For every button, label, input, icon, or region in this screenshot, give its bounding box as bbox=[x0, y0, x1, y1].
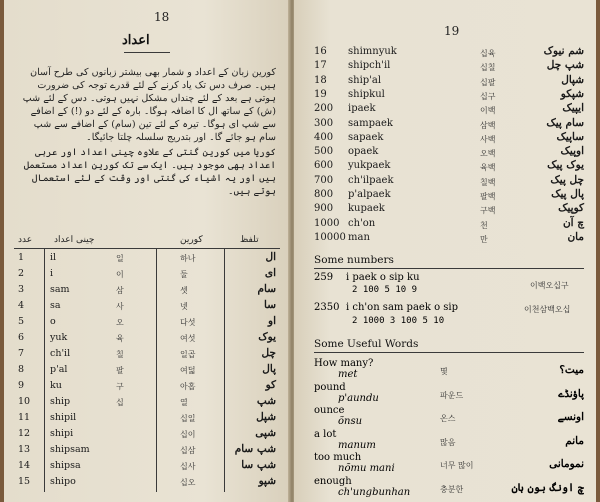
row-korean: 오백 bbox=[480, 149, 496, 159]
number-row bbox=[294, 60, 596, 75]
word-romanization: met bbox=[338, 369, 358, 380]
row-romanization: sapaek bbox=[348, 131, 384, 143]
row-number: 1 bbox=[18, 252, 25, 263]
row-romanization: o bbox=[50, 316, 56, 327]
left-page-heading: اعداد bbox=[122, 33, 150, 48]
row-chinese-korean: 십 bbox=[116, 398, 124, 407]
word-english: too much bbox=[314, 452, 362, 463]
row-chinese-korean: 팔 bbox=[116, 366, 124, 375]
word-romanization: õnsu bbox=[338, 416, 363, 427]
row-romanization: opaek bbox=[348, 146, 379, 158]
row-urdu: کوپیک bbox=[558, 202, 584, 215]
row-romanization: sam bbox=[50, 284, 70, 295]
right-page-number: 19 bbox=[444, 24, 460, 38]
row-romanization: yuk bbox=[50, 332, 68, 343]
row-romanization: ipaek bbox=[348, 103, 376, 115]
row-chinese-korean: 삼 bbox=[116, 286, 124, 295]
row-native-korean: 십사 bbox=[180, 462, 196, 471]
col-header-korean: کورین bbox=[180, 235, 203, 245]
row-number: 4 bbox=[18, 300, 25, 311]
row-urdu: پال پیک bbox=[551, 188, 584, 200]
word-english: How many? bbox=[314, 358, 374, 369]
number-row bbox=[294, 89, 596, 104]
row-number: 11 bbox=[18, 412, 31, 423]
example-number: 2350 bbox=[314, 302, 340, 313]
row-urdu: او bbox=[268, 315, 276, 327]
row-number: 13 bbox=[18, 444, 31, 455]
row-romanization: ch'il bbox=[50, 348, 71, 359]
word-entry bbox=[294, 476, 596, 500]
row-number: 500 bbox=[314, 146, 334, 158]
row-number: 10 bbox=[18, 396, 31, 407]
row-number: 17 bbox=[314, 60, 327, 72]
number-row bbox=[294, 218, 596, 233]
word-urdu: میت؟ bbox=[559, 364, 584, 376]
row-number: 16 bbox=[314, 46, 327, 57]
row-romanization: ch'ilpaek bbox=[348, 174, 394, 186]
row-urdu: سام bbox=[257, 283, 276, 295]
table-row bbox=[4, 476, 290, 494]
row-korean: 천 bbox=[480, 220, 488, 230]
row-romanization: kupaek bbox=[348, 203, 385, 215]
row-urdu: شپ سام bbox=[234, 443, 276, 455]
row-urdu: شپ سا bbox=[241, 459, 276, 471]
row-native-korean: 둘 bbox=[180, 270, 188, 279]
row-number: 10000 bbox=[314, 231, 346, 243]
row-urdu: ای bbox=[264, 267, 276, 279]
row-romanization: ship bbox=[50, 396, 71, 407]
useful-words-title: Some Useful Words bbox=[314, 338, 419, 350]
row-korean: 십팔 bbox=[480, 77, 496, 87]
row-korean: 만 bbox=[480, 234, 488, 244]
row-korean: 구백 bbox=[480, 206, 496, 216]
number-row bbox=[294, 118, 596, 133]
row-urdu: چ آن bbox=[562, 216, 584, 229]
word-korean: 온스 bbox=[440, 414, 456, 423]
row-chinese-korean: 일 bbox=[116, 254, 124, 263]
row-number: 19 bbox=[314, 88, 327, 100]
heading-underline bbox=[124, 52, 170, 53]
number-row bbox=[294, 203, 596, 218]
col-header-number: عدد bbox=[18, 235, 33, 245]
row-chinese-korean: 사 bbox=[116, 302, 124, 311]
example-romanization: i paek o sip ku bbox=[346, 272, 420, 283]
col-header-pronunciation: تلفظ bbox=[240, 235, 259, 245]
row-urdu: ال bbox=[265, 251, 276, 263]
row-native-korean: 십이 bbox=[180, 430, 196, 439]
table-top-rule bbox=[14, 248, 280, 249]
row-romanization: ch'on bbox=[348, 217, 376, 229]
row-korean: 사백 bbox=[480, 134, 496, 144]
some-numbers-title: Some numbers bbox=[314, 254, 394, 266]
right-page bbox=[294, 0, 596, 502]
row-chinese-korean: 이 bbox=[116, 270, 124, 279]
row-romanization: shipi bbox=[50, 428, 74, 439]
row-romanization: yukpaek bbox=[348, 160, 391, 172]
row-korean: 십육 bbox=[480, 49, 496, 58]
left-page-number: 18 bbox=[154, 10, 170, 24]
row-number: 18 bbox=[314, 74, 327, 86]
row-korean: 팔백 bbox=[480, 192, 496, 201]
row-urdu: یوک پیک bbox=[547, 159, 584, 172]
row-romanization: i bbox=[50, 268, 54, 279]
row-urdu: شپال bbox=[561, 73, 584, 86]
row-romanization: shipkul bbox=[348, 88, 385, 100]
row-native-korean: 여섯 bbox=[180, 334, 196, 343]
row-romanization: il bbox=[50, 252, 57, 263]
word-english: pound bbox=[314, 381, 346, 393]
col-header-chinese: چینی اعداد bbox=[54, 235, 95, 245]
row-number: 400 bbox=[314, 131, 334, 143]
row-urdu: شپ چل bbox=[546, 59, 584, 72]
example-korean: 이백오십구 bbox=[530, 281, 569, 290]
word-urdu: اونسے bbox=[557, 411, 584, 423]
word-romanization: nõmu mani bbox=[338, 463, 395, 474]
row-urdu: شم نیوک bbox=[543, 45, 584, 57]
intro-text bbox=[20, 66, 276, 198]
row-urdu: چل bbox=[261, 347, 276, 359]
row-native-korean: 십삼 bbox=[180, 446, 196, 455]
row-romanization: sampaek bbox=[348, 117, 393, 129]
row-number: 2 bbox=[18, 268, 25, 279]
row-chinese-korean: 오 bbox=[116, 318, 124, 327]
word-entry bbox=[294, 429, 596, 453]
word-entry bbox=[294, 358, 596, 382]
row-romanization: shipsa bbox=[50, 460, 81, 471]
row-korean: 칠백 bbox=[480, 177, 496, 187]
row-native-korean: 십일 bbox=[180, 414, 196, 423]
row-native-korean: 여덟 bbox=[180, 366, 196, 375]
row-number: 12 bbox=[18, 428, 31, 439]
row-urdu: شپو bbox=[258, 475, 276, 487]
word-english: ounce bbox=[314, 405, 345, 416]
row-native-korean: 넷 bbox=[180, 302, 188, 311]
row-number: 600 bbox=[314, 160, 334, 172]
intro-paragraph-2: کوریا میں کورین گنتی کے علاوہ چینی اعداد اور عربی اعداد بھی موجود ہیں۔ ایک سے تک کورین اعداد مستعمل ہیں اور یہ اشیاء کی گنتی اور وقت کے لئے استعمال ہوتے ہیں۔ bbox=[23, 147, 276, 197]
row-number: 900 bbox=[314, 203, 334, 215]
row-urdu: پال bbox=[262, 363, 276, 375]
row-native-korean: 하나 bbox=[180, 254, 196, 263]
row-native-korean: 아홉 bbox=[180, 382, 196, 391]
row-urdu: شپی bbox=[255, 427, 276, 439]
row-urdu: شپکو bbox=[560, 87, 584, 100]
row-romanization: sa bbox=[50, 300, 61, 311]
example-digits: 2 100 5 10 9 bbox=[352, 285, 418, 295]
row-korean: 삼백 bbox=[480, 120, 496, 130]
word-entry bbox=[294, 382, 596, 406]
row-number: 700 bbox=[314, 174, 334, 186]
row-native-korean: 일곱 bbox=[180, 350, 196, 359]
row-urdu: ساپیک bbox=[556, 130, 584, 143]
example-korean: 이천삼백오십 bbox=[524, 305, 571, 314]
word-korean: 너무 많이 bbox=[440, 461, 474, 470]
some-numbers-rule bbox=[314, 268, 584, 269]
row-urdu: کو bbox=[265, 379, 276, 391]
row-urdu: اوپیک bbox=[560, 145, 584, 158]
word-urdu: پاؤنڈے bbox=[558, 387, 584, 400]
row-urdu: سا bbox=[264, 299, 276, 311]
row-number: 300 bbox=[314, 117, 334, 129]
word-korean: 몇 bbox=[440, 367, 448, 376]
row-native-korean: 셋 bbox=[180, 286, 188, 295]
row-romanization: p'alpaek bbox=[348, 189, 391, 200]
row-urdu: مان bbox=[567, 230, 584, 243]
row-romanization: man bbox=[348, 231, 370, 243]
word-entry bbox=[294, 452, 596, 476]
row-romanization: ship'al bbox=[348, 74, 382, 86]
row-native-korean: 열 bbox=[180, 398, 188, 407]
example-romanization: i ch'on sam paek o sip bbox=[346, 302, 459, 313]
number-row bbox=[294, 75, 596, 90]
word-romanization: p'aundu bbox=[338, 392, 379, 404]
row-number: 3 bbox=[18, 284, 25, 295]
row-number: 15 bbox=[18, 476, 31, 487]
row-number: 5 bbox=[18, 316, 25, 327]
word-romanization: manum bbox=[338, 439, 376, 451]
row-urdu: یوک bbox=[258, 331, 276, 343]
word-korean: 충분한 bbox=[440, 484, 464, 494]
word-korean: 파운드 bbox=[440, 390, 464, 400]
row-romanization: p'al bbox=[50, 364, 68, 375]
row-urdu: شپ bbox=[256, 395, 276, 407]
row-number: 200 bbox=[314, 103, 334, 115]
row-chinese-korean: 칠 bbox=[116, 350, 124, 359]
row-romanization: shimnyuk bbox=[348, 46, 397, 57]
row-chinese-korean: 육 bbox=[116, 334, 124, 343]
word-romanization: ch'ungbunhan bbox=[338, 486, 411, 498]
row-native-korean: 다섯 bbox=[180, 318, 196, 327]
number-row bbox=[294, 232, 596, 247]
row-korean: 십칠 bbox=[480, 63, 496, 73]
number-row bbox=[294, 132, 596, 147]
row-number: 8 bbox=[18, 364, 25, 375]
row-korean: 이백 bbox=[480, 106, 496, 116]
example-number: 259 bbox=[314, 272, 334, 283]
row-romanization: ku bbox=[50, 380, 62, 391]
row-number: 1000 bbox=[314, 217, 340, 229]
row-romanization: shipch'il bbox=[348, 60, 391, 72]
word-urdu: نمومانی bbox=[549, 458, 584, 470]
word-english: a lot bbox=[314, 428, 337, 440]
useful-words-rule bbox=[314, 352, 584, 353]
number-row bbox=[294, 189, 596, 204]
row-urdu: ایپیک bbox=[562, 102, 584, 115]
row-urdu: شپل bbox=[256, 411, 276, 423]
row-number: 9 bbox=[18, 380, 25, 391]
row-native-korean: 십오 bbox=[180, 478, 196, 487]
word-korean: 많음 bbox=[440, 437, 456, 447]
row-romanization: shipil bbox=[50, 412, 77, 423]
row-urdu: چل پیک bbox=[550, 173, 584, 186]
word-urdu: چ اونگ بون ہان bbox=[511, 481, 584, 494]
row-romanization: shipsam bbox=[50, 444, 90, 455]
example-digits: 2 1000 3 100 5 10 bbox=[352, 316, 445, 326]
row-number: 14 bbox=[18, 460, 31, 471]
row-romanization: shipo bbox=[50, 476, 76, 487]
word-entry bbox=[294, 405, 596, 429]
word-urdu: مانم bbox=[565, 434, 584, 447]
row-number: 6 bbox=[18, 332, 25, 343]
row-korean: 육백 bbox=[480, 163, 496, 173]
row-chinese-korean: 구 bbox=[116, 382, 124, 391]
row-number: 7 bbox=[18, 348, 25, 359]
left-page bbox=[4, 0, 290, 502]
row-number: 800 bbox=[314, 189, 334, 200]
word-english: enough bbox=[314, 475, 352, 487]
intro-paragraph-1: کورین زبان کے اعداد و شمار بھی بیشتر زبانوں کی طرح آسان ہیں۔ صرف دس تک یاد کرنے کے لئے قدرے توجہ کی ضرورت ہوتی ہے بعد کے لئے چنداں مشکل نہیں ہوتی۔ دس کے لئے شپ (ش) کے ساتھ ال کا اضافہ ہوگا۔ بارہ کے لئے دو (!) کے اضافے سے شپ ای ہوگا۔ تیرہ کے لئے تین (سام) کے اضافے سے شپ سام ہو جائے گا۔ اور بتدریج سلسلہ چلتا جائیگا۔ bbox=[22, 67, 276, 143]
row-korean: 십구 bbox=[480, 91, 496, 101]
row-urdu: سام پیک bbox=[546, 116, 584, 129]
